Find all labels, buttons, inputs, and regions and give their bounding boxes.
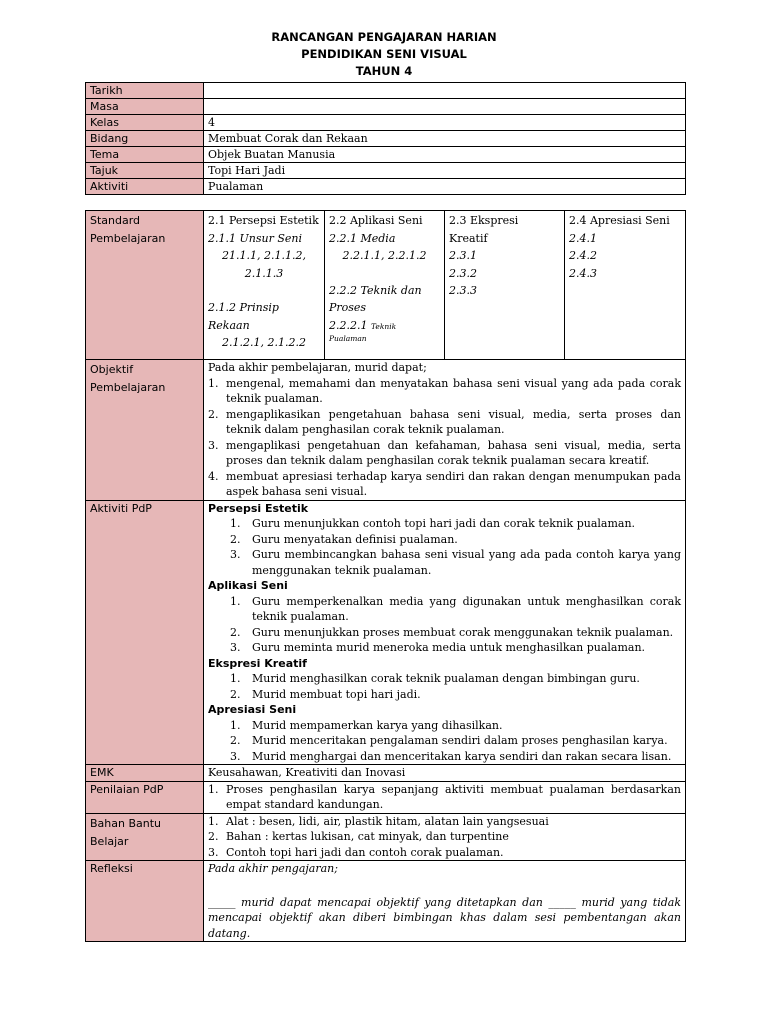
info-row-aktiviti: Aktiviti Pualaman [86, 179, 686, 195]
info-row-kelas: Kelas 4 [86, 115, 686, 131]
list-item: 1. Proses penghasilan karya sepanjang aktiviti membuat pualaman berdasarkan empat standard kandungan. [208, 782, 681, 811]
standard-col-persepsi: 2.1 Persepsi Estetik 2.1.1 Unsur Seni 21.1.1, 2.1.1.2, 2.1.1.3 2.1.2 Prinsip Rekaan 2.1.2.1, 2.1.2.2 [204, 211, 325, 360]
emk-row [86, 765, 686, 782]
list-item: 1. Guru menunjukkan contoh topi hari jadi dan corak teknik pualaman. [230, 517, 636, 530]
list-item: 1. Murid mempamerkan karya yang dihasilkan. [230, 718, 503, 732]
refleksi-label: Refleksi [86, 861, 204, 942]
doc-year: TAHUN 4 [355, 64, 413, 78]
section-heading: Aplikasi Seni [208, 579, 288, 592]
list-item: 2. Bahan : kertas lukisan, cat minyak, dan turpentine [208, 830, 509, 843]
list-item: 2. mengaplikasikan pengetahuan bahasa seni visual, media, serta proses dan teknik dalam penghasilan corak teknik pualaman. [208, 407, 681, 436]
list-item: 3. Contoh topi hari jadi dan contoh corak pualaman. [208, 845, 504, 859]
section-heading: Ekspresi Kreatif [208, 656, 307, 670]
list-item: 4. membuat apresiasi terhadap karya sendiri dan rakan dengan menumpukan pada aspek bahasa seni visual. [208, 469, 681, 498]
doc-subject: PENDIDIKAN SENI VISUAL [301, 47, 467, 61]
info-row-tarikh: Tarikh [86, 83, 686, 99]
refleksi-content: Pada akhir pengajaran; _____ murid dapat mencapai objektif yang ditetapkan dan _____ murid yang tidak mencapai objektif akan diberi bimbingan khas dalam sesi pembentangan akan datang. [204, 861, 686, 942]
list-item: 2. Murid membuat topi hari jadi. [230, 687, 421, 701]
standard-col-aplikasi: 2.2 Aplikasi Seni 2.2.1 Media 2.2.1.1, 2.2.1.2 2.2.2 Teknik dan Proses 2.2.2.1 Teknik Pualaman [325, 211, 445, 360]
section-heading: Persepsi Estetik [208, 501, 309, 515]
info-row-masa: Masa [86, 99, 686, 115]
list-item: 2. Guru menunjukkan proses membuat corak menggunakan teknik pualaman. [230, 625, 674, 639]
info-table [85, 82, 686, 195]
standard-row [86, 211, 686, 360]
standard-col-ekspresi: 2.3 Ekspresi Kreatif 2.3.1 2.3.2 2.3.3 [445, 211, 565, 360]
list-item: 2. Guru menyatakan definisi pualaman. [230, 532, 458, 546]
list-item: 3. Guru membincangkan bahasa seni visual yang ada pada contoh karya yang menggunakan teknik pualaman. [230, 548, 681, 577]
standard-label: Standard Pembelajaran [86, 211, 204, 360]
lesson-table [85, 210, 686, 942]
info-row-bidang: Bidang Membuat Corak dan Rekaan [86, 131, 686, 147]
list-item: 2. Murid menceritakan pengalaman sendiri dalam proses penghasilan karya. [230, 734, 668, 747]
bahan-content [204, 813, 686, 861]
refleksi-row [86, 861, 686, 942]
list-item: 1. Murid menghasilkan corak teknik pualaman dengan bimbingan guru. [230, 672, 640, 685]
info-row-tajuk: Tajuk Topi Hari Jadi [86, 163, 686, 179]
standard-col-apresiasi: 2.4 Apresiasi Seni 2.4.1 2.4.2 2.4.3 [565, 211, 686, 360]
list-item: 1. mengenal, memahami dan menyatakan bahasa seni visual yang ada pada corak teknik pualaman. [208, 376, 681, 405]
objektif-label: Objektif Pembelajaran [86, 360, 204, 501]
penilaian-label: Penilaian PdP [86, 781, 204, 813]
objektif-row [86, 360, 686, 501]
list-item: 3. Murid menghargai dan menceritakan karya sendiri dan rakan secara lisan. [230, 749, 672, 763]
aktiviti-label: Aktiviti PdP [86, 500, 204, 765]
penilaian-row [86, 781, 686, 813]
bahan-row [86, 813, 686, 861]
bahan-label: Bahan Bantu Belajar [86, 813, 204, 861]
info-row-tema: Tema Objek Buatan Manusia [86, 147, 686, 163]
penilaian-content [204, 781, 686, 813]
list-item: 3. Guru meminta murid meneroka media untuk menghasilkan pualaman. [230, 641, 646, 654]
section-heading: Apresiasi Seni [208, 703, 297, 716]
objektif-content: Pada akhir pembelajaran, murid dapat; 1. mengenal, memahami dan menyatakan bahasa seni visual yang ada pada corak teknik pualaman. 2. mengaplikasikan pengetahuan bahasa seni visual, media, serta proses dan teknik dalam penghasilan corak teknik pualaman. 3. mengaplikasi pengetahuan dan kefahaman, bahasa seni visual, media, serta proses dan teknik dalam penghasilan corak teknik pualaman secara kreatif. 4. membuat apresiasi terhadap karya sendiri dan rakan dengan menumpukan pada aspek bahasa seni visual. [204, 360, 686, 501]
list-item: 3. mengaplikasi pengetahuan dan kefahaman, bahasa seni visual, media, serta proses dan teknik dalam penghasilan corak teknik pualaman secara kreatif. [208, 438, 681, 467]
doc-title: RANCANGAN PENGAJARAN HARIAN [271, 30, 497, 44]
list-item: 1. Guru memperkenalkan media yang digunakan untuk menghasilkan corak teknik pualaman. [230, 594, 681, 623]
aktiviti-content [204, 500, 686, 765]
aktiviti-row [86, 500, 686, 765]
list-item: 1. Alat : besen, lidi, air, plastik hitam, alatan lain yangsesuai [208, 814, 549, 828]
emk-label: EMK [86, 765, 204, 782]
emk-value: Keusahawan, Kreativiti dan Inovasi [204, 765, 686, 782]
